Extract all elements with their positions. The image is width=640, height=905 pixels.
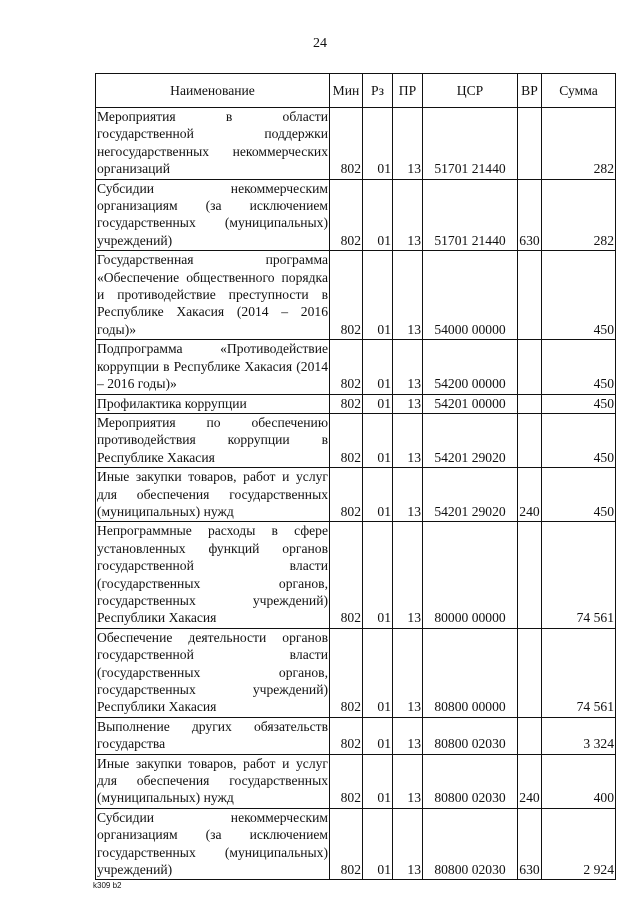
table-row: [96, 808, 616, 880]
row-min: 802: [330, 179, 363, 251]
table-row: [96, 413, 616, 467]
row-csr: 54201 00000: [423, 394, 518, 413]
row-csr: 80800 00000: [423, 628, 518, 717]
budget-table: [95, 73, 616, 880]
row-vr: [518, 394, 542, 413]
row-rz: 01: [363, 754, 393, 808]
row-csr: 51701 21440: [423, 108, 518, 180]
row-min: 802: [330, 394, 363, 413]
row-name: Непрограммные расходы в сфере установленных функций органов государственной власти (государственных органов, государственных учреждений) Республики Хакасия: [96, 522, 330, 628]
row-vr: [518, 108, 542, 180]
row-csr: 54201 29020: [423, 468, 518, 522]
footer-code: k309 b2: [93, 881, 122, 890]
row-name: Выполнение других обязательств государства: [96, 717, 330, 754]
row-csr: 80000 00000: [423, 522, 518, 628]
row-min: 802: [330, 413, 363, 467]
row-vr: 240: [518, 754, 542, 808]
table-row: [96, 522, 616, 628]
table-row: [96, 754, 616, 808]
row-sum: 450: [542, 394, 616, 413]
row-min: 802: [330, 628, 363, 717]
row-csr: 80800 02030: [423, 717, 518, 754]
table-row: [96, 628, 616, 717]
row-vr: [518, 717, 542, 754]
row-vr: 240: [518, 468, 542, 522]
row-csr: 54000 00000: [423, 251, 518, 340]
table-row: [96, 394, 616, 413]
row-min: 802: [330, 251, 363, 340]
row-pr: 13: [393, 251, 423, 340]
row-csr: 80800 02030: [423, 754, 518, 808]
header-min: Мин: [330, 74, 363, 108]
row-rz: 01: [363, 179, 393, 251]
header-pr: ПР: [393, 74, 423, 108]
row-pr: 13: [393, 413, 423, 467]
row-min: 802: [330, 468, 363, 522]
table-row: [96, 108, 616, 180]
row-pr: 13: [393, 340, 423, 394]
row-min: 802: [330, 808, 363, 880]
row-min: 802: [330, 108, 363, 180]
row-vr: [518, 251, 542, 340]
row-sum: 2 924: [542, 808, 616, 880]
row-name: Субсидии некоммерческим организациям (за исключением государственных (муниципальных) учреждений): [96, 808, 330, 880]
row-name: Субсидии некоммерческим организациям (за исключением государственных (муниципальных) учреждений): [96, 179, 330, 251]
row-name: Иные закупки товаров, работ и услуг для обеспечения государственных (муниципальных) нужд: [96, 468, 330, 522]
header-rz: Рз: [363, 74, 393, 108]
row-pr: 13: [393, 754, 423, 808]
row-rz: 01: [363, 522, 393, 628]
row-min: 802: [330, 340, 363, 394]
row-sum: 400: [542, 754, 616, 808]
row-name: Иные закупки товаров, работ и услуг для обеспечения государственных (муниципальных) нужд: [96, 754, 330, 808]
row-csr: 54200 00000: [423, 340, 518, 394]
row-rz: 01: [363, 628, 393, 717]
row-vr: [518, 340, 542, 394]
row-sum: 450: [542, 251, 616, 340]
table-header-row: [96, 74, 616, 108]
row-rz: 01: [363, 251, 393, 340]
row-rz: 01: [363, 717, 393, 754]
row-name: Государственная программа «Обеспечение общественного порядка и противодействие преступности в Республике Хакасия (2014 – 2016 годы)»: [96, 251, 330, 340]
row-rz: 01: [363, 808, 393, 880]
row-sum: 74 561: [542, 522, 616, 628]
row-name: Профилактика коррупции: [96, 394, 330, 413]
row-sum: 450: [542, 340, 616, 394]
table-row: [96, 251, 616, 340]
row-sum: 282: [542, 108, 616, 180]
row-pr: 13: [393, 468, 423, 522]
row-pr: 13: [393, 394, 423, 413]
row-vr: [518, 628, 542, 717]
row-csr: 80800 02030: [423, 808, 518, 880]
row-rz: 01: [363, 468, 393, 522]
header-vr: ВР: [518, 74, 542, 108]
row-sum: 450: [542, 468, 616, 522]
row-rz: 01: [363, 394, 393, 413]
row-csr: 54201 29020: [423, 413, 518, 467]
table-row: [96, 179, 616, 251]
header-csr: ЦСР: [423, 74, 518, 108]
row-rz: 01: [363, 340, 393, 394]
row-pr: 13: [393, 717, 423, 754]
row-pr: 13: [393, 179, 423, 251]
row-vr: [518, 413, 542, 467]
table-row: [96, 468, 616, 522]
row-vr: [518, 522, 542, 628]
header-sum: Сумма: [542, 74, 616, 108]
row-sum: 450: [542, 413, 616, 467]
row-pr: 13: [393, 522, 423, 628]
row-vr: 630: [518, 808, 542, 880]
row-csr: 51701 21440: [423, 179, 518, 251]
row-pr: 13: [393, 108, 423, 180]
row-rz: 01: [363, 413, 393, 467]
row-name: Обеспечение деятельности органов государственной власти (государственных органов, государственных учреждений) Республики Хакасия: [96, 628, 330, 717]
page-number: 24: [313, 36, 327, 51]
row-vr: 630: [518, 179, 542, 251]
row-name: Подпрограмма «Противодействие коррупции в Республике Хакасия (2014 – 2016 годы)»: [96, 340, 330, 394]
row-name: Мероприятия по обеспечению противодействия коррупции в Республике Хакасия: [96, 413, 330, 467]
row-sum: 282: [542, 179, 616, 251]
header-name: Наименование: [96, 74, 330, 108]
row-sum: 74 561: [542, 628, 616, 717]
row-rz: 01: [363, 108, 393, 180]
row-min: 802: [330, 717, 363, 754]
row-min: 802: [330, 754, 363, 808]
table-row: [96, 340, 616, 394]
row-pr: 13: [393, 628, 423, 717]
table-row: [96, 717, 616, 754]
row-name: Мероприятия в области государственной поддержки негосударственных некоммерческих организаций: [96, 108, 330, 180]
row-pr: 13: [393, 808, 423, 880]
row-sum: 3 324: [542, 717, 616, 754]
row-min: 802: [330, 522, 363, 628]
